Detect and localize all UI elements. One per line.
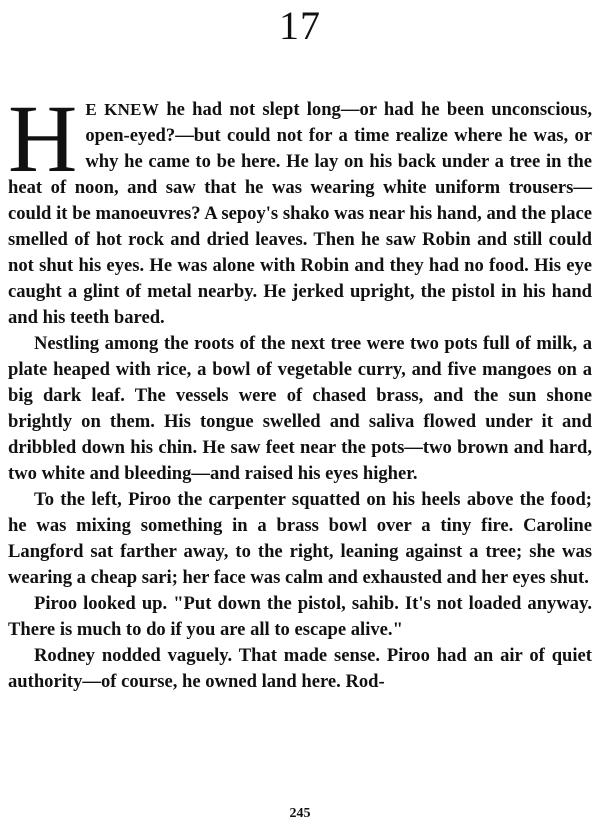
body-text <box>8 85 593 695</box>
paragraph-5: Rodney nodded vaguely. That made sense. Piroo had an air of quiet authority—of course, he owned land here. Rod- <box>8 645 592 692</box>
paragraph-lead-in: E KNEW <box>85 100 160 119</box>
paragraph-2: Nestling among the roots of the next tree were two pots full of milk, a plate heaped with rice, a bowl of vegetable curry, and five mangoes on a big dark leaf. The vessels were of chased brass, and the sun shone brightly on them. His tongue swelled and saliva flowed under it and dribbled down his chin. He saw feet near the pots—two brown and hard, two white and bleeding—and raised his eyes higher. <box>8 333 592 484</box>
chapter-number: 17 <box>279 3 321 48</box>
paragraph-1-text: he had not slept long—or had he been unconscious, open-eyed?—but could not for a time realize where he was, or why he came to be here. He lay on his back under a tree in the heat of noon, and saw that he was wearing white uniform trousers—could it be manoeuvres? A sepoy's shako was near his hand, and the place smelled of hot rock and dried leaves. Then he saw Robin and still could not shut his eyes. He was alone with Robin and they had no food. His eye caught a glint of metal nearby. He jerked upright, the pistol in his hand and his teeth bared. <box>8 99 593 328</box>
paragraph-3: To the left, Piroo the carpenter squatted on his heels above the food; he was mixing something in a brass bowl over a tiny fire. Caroline Langford sat farther away, to the right, leaning against a tree; she was wearing a cheap sari; her face was calm and exhausted and her eyes shut. <box>8 489 592 588</box>
page-number: 245 <box>289 806 311 821</box>
paragraph-1 <box>8 85 593 331</box>
drop-cap: H <box>8 85 78 192</box>
paragraph-4: Piroo looked up. "Put down the pistol, sahib. It's not loaded anyway. There is much to do if you are all to escape alive." <box>8 593 592 640</box>
